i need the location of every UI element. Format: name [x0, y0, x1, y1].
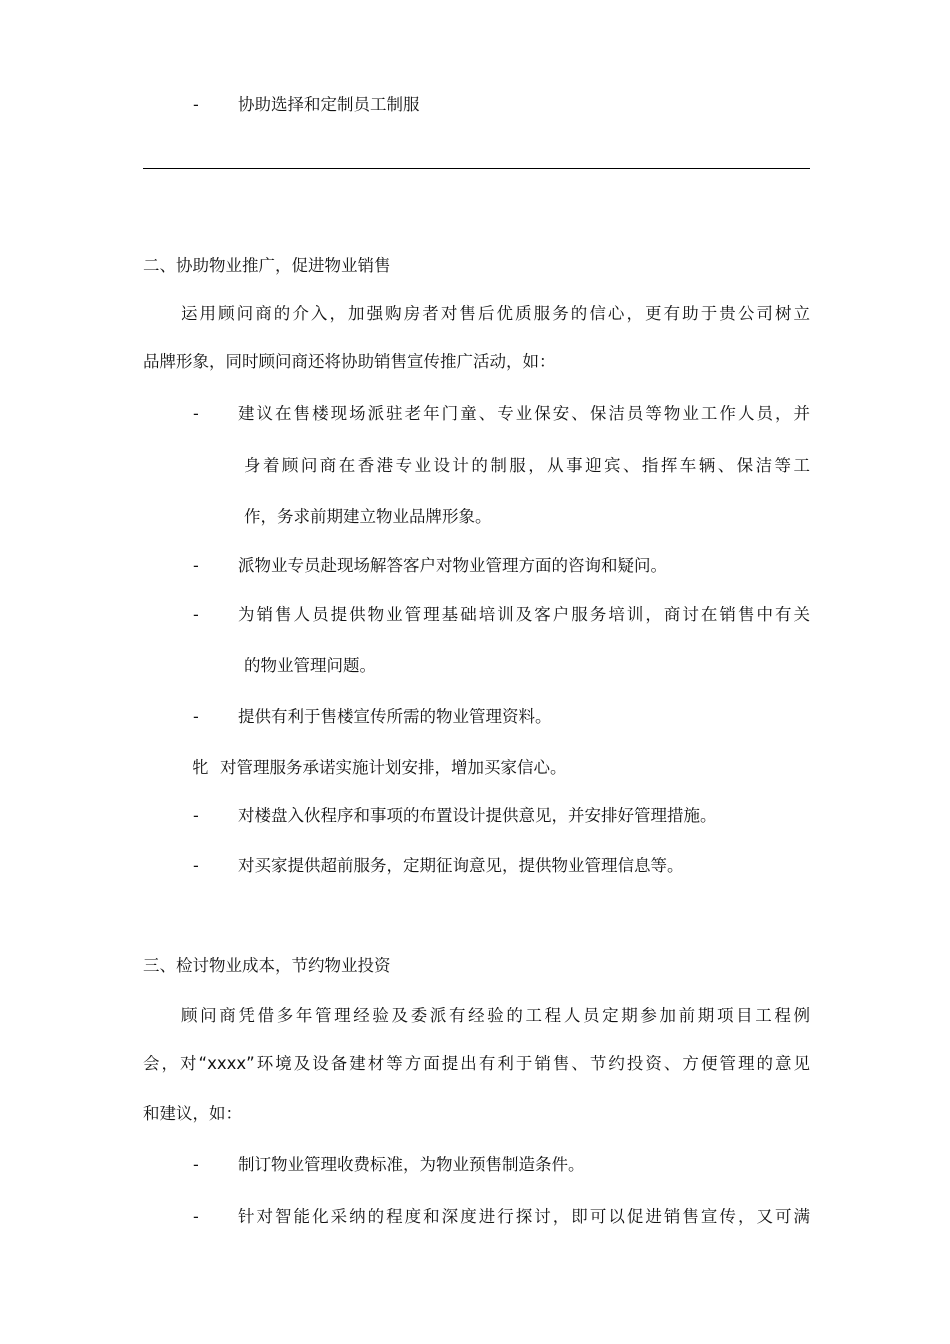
list-bullet: - — [193, 404, 199, 423]
paragraph-line: 会，对“xxxx”环境及设备建材等方面提出有利于销售、节约投资、方便管理的意见 — [143, 1054, 810, 1073]
list-item-text: 制订物业管理收费标准，为物业预售制造条件。 — [238, 1155, 585, 1174]
list-bullet: - — [193, 707, 199, 726]
section-heading: 三、检讨物业成本，节约物业投资 — [143, 956, 391, 975]
list-item-text: 针对智能化采纳的程度和深度进行探讨，即可以促进销售宣传，又可满 — [238, 1207, 810, 1226]
paragraph-line: 和建议，如： — [143, 1104, 242, 1123]
list-item-text: 的物业管理问题。 — [244, 656, 376, 675]
list-bullet: - — [193, 1155, 199, 1174]
list-item-text: 协助选择和定制员工制服 — [238, 95, 420, 114]
list-bullet: - — [193, 556, 199, 575]
list-bullet: - — [193, 806, 199, 825]
list-item-text: 对楼盘入伙程序和事项的布置设计提供意见，并安排好管理措施。 — [238, 806, 717, 825]
list-item-text: 派物业专员赴现场解答客户对物业管理方面的咨询和疑问。 — [238, 556, 667, 575]
list-bullet: - — [193, 856, 199, 875]
list-item-text: 作，务求前期建立物业品牌形象。 — [244, 507, 492, 526]
horizontal-rule — [143, 168, 810, 169]
list-item-text: 对买家提供超前服务，定期征询意见，提供物业管理信息等。 — [238, 856, 684, 875]
list-item-text: 为销售人员提供物业管理基础培训及客户服务培训，商讨在销售中有关 — [238, 605, 810, 624]
sub-heading-text: 对管理服务承诺实施计划安排，增加买家信心。 — [220, 758, 567, 777]
list-bullet: - — [193, 95, 199, 114]
paragraph-line: 运用顾问商的介入，加强购房者对售后优质服务的信心，更有助于贵公司树立 — [181, 304, 810, 323]
list-item-text: 提供有利于售楼宣传所需的物业管理资料。 — [238, 707, 552, 726]
list-item-text: 身着顾问商在香港专业设计的制服，从事迎宾、指挥车辆、保洁等工 — [244, 456, 810, 475]
list-bullet: - — [193, 605, 199, 624]
list-bullet: - — [193, 1207, 199, 1226]
list-item-text: 建议在售楼现场派驻老年门童、专业保安、保洁员等物业工作人员，并 — [238, 404, 810, 423]
sub-heading-marker: 牝 — [192, 758, 209, 777]
paragraph-line: 顾问商凭借多年管理经验及委派有经验的工程人员定期参加前期项目工程例 — [181, 1006, 810, 1025]
paragraph-line: 品牌形象，同时顾问商还将协助销售宣传推广活动，如： — [143, 352, 556, 371]
section-heading: 二、协助物业推广，促进物业销售 — [143, 256, 391, 275]
